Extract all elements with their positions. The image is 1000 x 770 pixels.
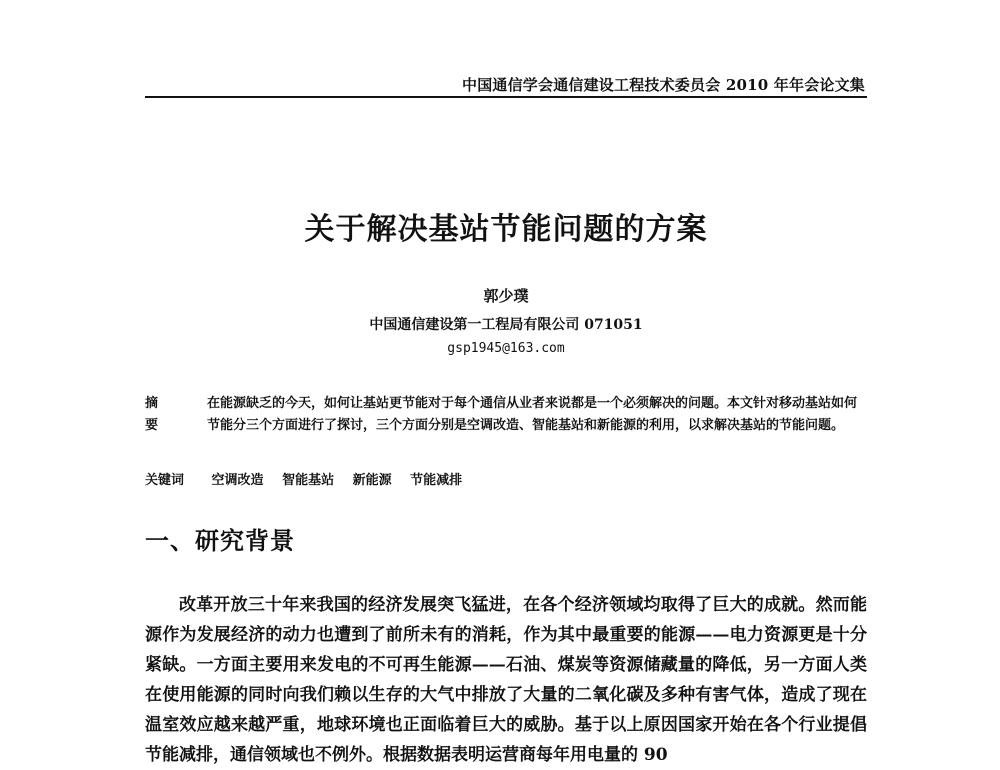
abstract-label: 摘要 — [145, 396, 173, 433]
body-paragraph: 改革开放三十年来我国的经济发展突飞猛进，在各个经济领域均取得了巨大的成就。然而能源作为发展经济的动力也遭到了前所未有的消耗，作为其中最重要的能源——电力资源更是十分紧缺。一方面主要用来发电的不可再生能源——石油、煤炭等资源储藏量的降低，另一方面人类在使用能源的同时向我们赖以生存的大气中排放了大量的二氧化碳及多种有害气体，造成了现在温室效应越来越严重，地球环境也正面临着巨大的威胁。基于以上原因国家开始在各个行业提倡节能减排，通信领域也不例外。根据数据表明运营商每年用电量的 90 — [145, 595, 867, 765]
author-affiliation: 中国通信建设第一工程局有限公司 071051 — [369, 317, 643, 333]
paper-title: 关于解决基站节能问题的方案 — [304, 212, 708, 247]
keywords — [145, 469, 867, 488]
author-name: 郭少璞 — [483, 287, 529, 305]
keyword: 空调改造 — [211, 473, 264, 488]
header-rule — [145, 96, 867, 98]
section-heading: 一、研究背景 — [145, 527, 295, 555]
abstract — [145, 393, 867, 437]
running-header: 中国通信学会通信建设工程技术委员会 2010 年年会论文集 — [462, 76, 865, 94]
keyword: 智能基站 — [282, 473, 335, 488]
keyword: 新能源 — [352, 473, 392, 488]
author-email: gsp1945@163.com — [447, 341, 565, 356]
keywords-label: 关键词 — [145, 473, 185, 488]
keyword: 节能减排 — [410, 473, 463, 488]
abstract-text: 在能源缺乏的今天，如何让基站更节能对于每个通信从业者来说都是一个必须解决的问题。本文针对移动基站如何节能分三个方面进行了探讨，三个方面分别是空调改造、智能基站和新能源的利用，以求解决基站的节能问题。 — [207, 396, 858, 433]
